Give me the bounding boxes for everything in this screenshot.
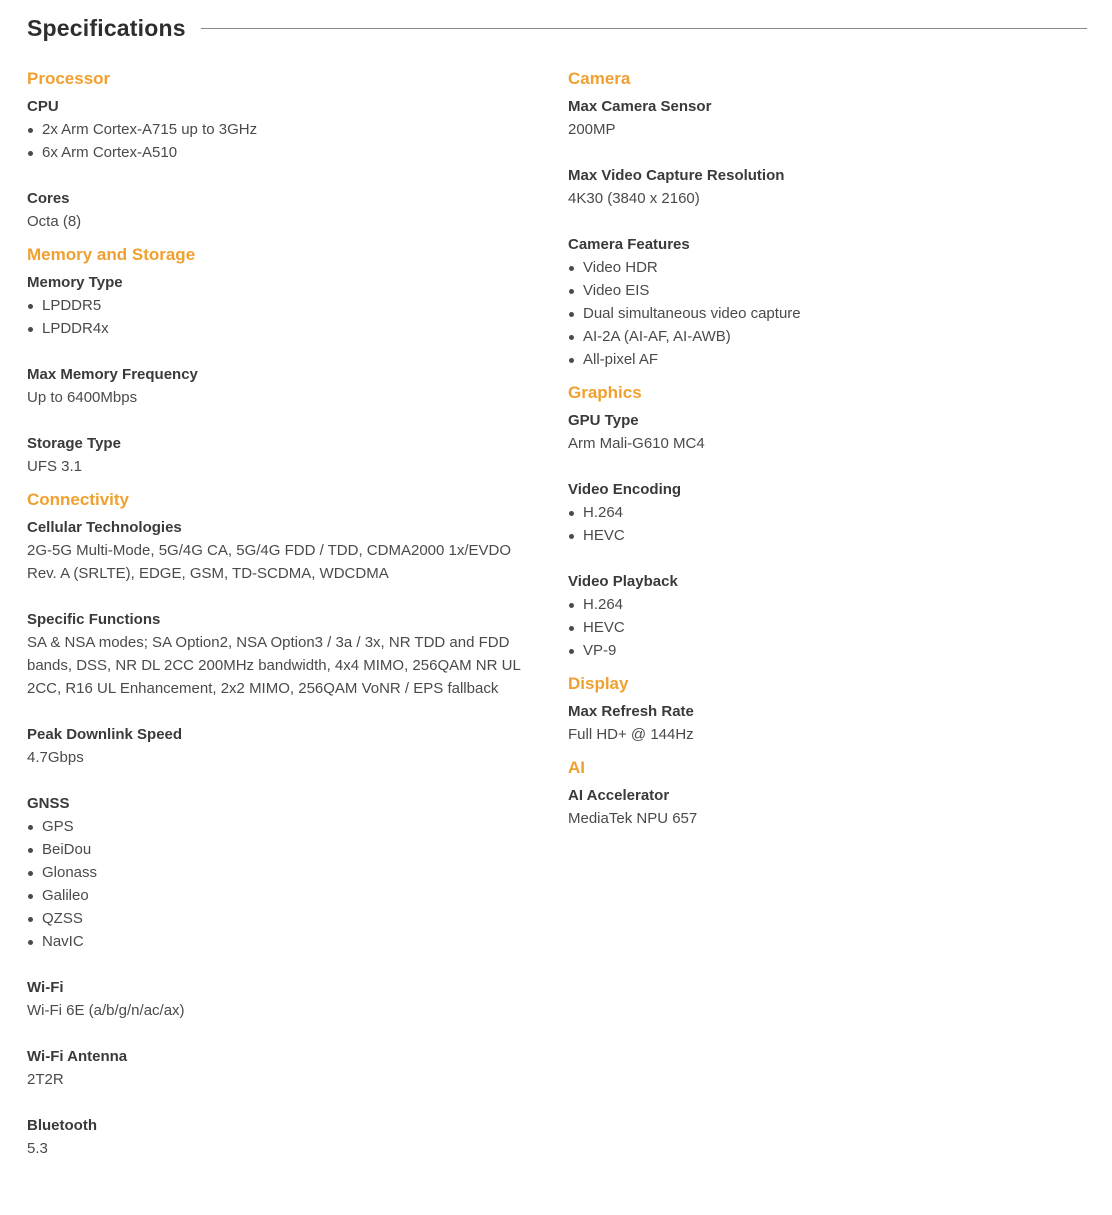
list-item: AI-2A (AI-AF, AI-AWB) <box>568 325 1088 348</box>
list-item: 2x Arm Cortex-A715 up to 3GHz <box>27 118 527 141</box>
spec-label: Cores <box>27 190 70 207</box>
spec-peak-downlink-speed <box>27 723 527 769</box>
spec-label: AI Accelerator <box>568 787 670 804</box>
spec-value: 5.3 <box>27 1140 48 1157</box>
section-title-ai: AI <box>568 758 585 777</box>
list-item: Dual simultaneous video capture <box>568 302 1088 325</box>
spec-label: Storage Type <box>27 435 121 452</box>
spec-value: SA & NSA modes; SA Option2, NSA Option3 / 3a / 3x, NR TDD and FDD bands, DSS, NR DL 2CC 200MHz bandwidth, 4x4 MIMO, 256QAM NR UL 2CC, R16 UL Enhancement, 2x2 MIMO, 256QAM VoNR / EPS fallback <box>27 634 521 697</box>
spec-label: Wi-Fi <box>27 979 64 996</box>
right-column <box>568 66 1088 839</box>
list-item: BeiDou <box>27 838 527 861</box>
page-title: Specifications <box>27 14 186 41</box>
spec-value: 2G-5G Multi-Mode, 5G/4G CA, 5G/4G FDD / TDD, CDMA2000 1x/EVDO Rev. A (SRLTE), EDGE, GSM, TD-SCDMA, WDCDMA <box>27 542 512 582</box>
spec-camera-features <box>568 233 1088 371</box>
spec-label: Memory Type <box>27 274 123 291</box>
spec-value: Wi-Fi 6E (a/b/g/n/ac/ax) <box>27 1002 185 1019</box>
spec-cores <box>27 187 527 233</box>
spec-specific-functions <box>27 608 527 700</box>
list-item: GPS <box>27 815 527 838</box>
spec-label: Cellular Technologies <box>27 519 182 536</box>
spec-value: 2T2R <box>27 1071 64 1088</box>
title-divider <box>201 28 1087 29</box>
spec-label: Peak Downlink Speed <box>27 726 183 743</box>
spec-value: 200MP <box>568 121 616 138</box>
spec-label: Specific Functions <box>27 611 161 628</box>
section-title-processor: Processor <box>27 69 111 88</box>
spec-label: Max Video Capture Resolution <box>568 167 785 184</box>
spec-list <box>27 815 527 953</box>
list-item: H.264 <box>568 593 1088 616</box>
section-processor <box>27 66 527 233</box>
list-item: LPDDR5 <box>27 294 527 317</box>
spec-max-memory-frequency <box>27 363 527 409</box>
section-graphics <box>568 380 1088 662</box>
spec-list <box>568 501 1088 547</box>
page-header <box>27 10 1087 46</box>
spec-gnss <box>27 792 527 953</box>
spec-value: UFS 3.1 <box>27 458 83 475</box>
spec-value: Octa (8) <box>27 213 82 230</box>
list-item: VP-9 <box>568 639 1088 662</box>
list-item: Video EIS <box>568 279 1088 302</box>
list-item: HEVC <box>568 524 1088 547</box>
spec-label: Video Encoding <box>568 481 682 498</box>
spec-value: 4.7Gbps <box>27 749 84 766</box>
spec-bluetooth <box>27 1114 527 1160</box>
left-column <box>27 66 527 1169</box>
spec-value: Up to 6400Mbps <box>27 389 138 406</box>
spec-label: GPU Type <box>568 412 639 429</box>
spec-value: MediaTek NPU 657 <box>568 810 698 827</box>
list-item: H.264 <box>568 501 1088 524</box>
spec-list <box>27 294 527 340</box>
list-item: NavIC <box>27 930 527 953</box>
section-camera <box>568 66 1088 371</box>
spec-label: CPU <box>27 98 59 115</box>
list-item: Video HDR <box>568 256 1088 279</box>
spec-cpu <box>27 95 527 164</box>
spec-storage-type <box>27 432 527 478</box>
spec-ai-accelerator <box>568 784 1088 830</box>
spec-label: Video Playback <box>568 573 678 590</box>
spec-label: Max Camera Sensor <box>568 98 712 115</box>
spec-value: Arm Mali-G610 MC4 <box>568 435 705 452</box>
section-connectivity <box>27 487 527 1160</box>
spec-memory-type <box>27 271 527 340</box>
list-item: All-pixel AF <box>568 348 1088 371</box>
list-item: Galileo <box>27 884 527 907</box>
spec-label: Wi-Fi Antenna <box>27 1048 128 1065</box>
section-title-camera: Camera <box>568 69 631 88</box>
spec-max-video-capture <box>568 164 1088 210</box>
spec-video-encoding <box>568 478 1088 547</box>
section-title-connectivity: Connectivity <box>27 490 130 509</box>
spec-wifi <box>27 976 527 1022</box>
spec-video-playback <box>568 570 1088 662</box>
list-item: QZSS <box>27 907 527 930</box>
section-display <box>568 671 1088 746</box>
section-title-memory-storage: Memory and Storage <box>27 245 196 264</box>
list-item: HEVC <box>568 616 1088 639</box>
spec-label: Camera Features <box>568 236 690 253</box>
spec-gpu-type <box>568 409 1088 455</box>
list-item: Glonass <box>27 861 527 884</box>
section-ai <box>568 755 1088 830</box>
spec-label: Bluetooth <box>27 1117 97 1134</box>
section-title-graphics: Graphics <box>568 383 642 402</box>
spec-cellular-technologies <box>27 516 527 585</box>
section-title-display: Display <box>568 674 629 693</box>
spec-list <box>568 256 1088 371</box>
spec-max-camera-sensor <box>568 95 1088 141</box>
list-item: 6x Arm Cortex-A510 <box>27 141 527 164</box>
section-memory-storage <box>27 242 527 478</box>
list-item: LPDDR4x <box>27 317 527 340</box>
spec-list <box>27 118 527 164</box>
spec-value: 4K30 (3840 x 2160) <box>568 190 700 207</box>
spec-value: Full HD+ @ 144Hz <box>568 726 694 743</box>
spec-label: Max Refresh Rate <box>568 703 694 720</box>
spec-label: Max Memory Frequency <box>27 366 198 383</box>
spec-label: GNSS <box>27 795 70 812</box>
spec-wifi-antenna <box>27 1045 527 1091</box>
spec-list <box>568 593 1088 662</box>
spec-max-refresh-rate <box>568 700 1088 746</box>
